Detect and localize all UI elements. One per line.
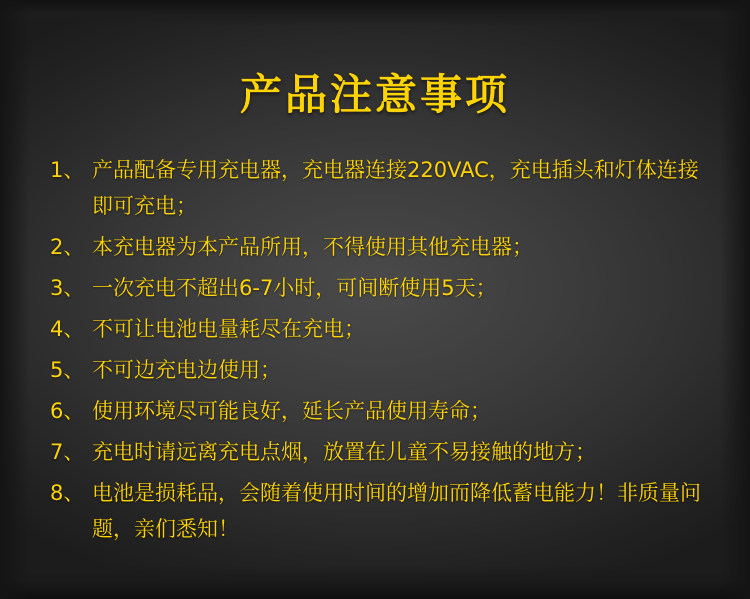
list-item [46, 434, 708, 470]
notice-list [34, 152, 716, 547]
list-item-number: 2、 [50, 235, 85, 259]
list-item-text: 本充电器为本产品所用，不得使用其他充电器； [92, 235, 533, 259]
list-item-number: 7、 [50, 440, 85, 464]
list-item-number: 4、 [50, 317, 85, 341]
list-item-text: 不可让电池电量耗尽在充电； [92, 317, 365, 341]
list-item-text: 电池是损耗品，会随着使用时间的增加而降低蓄电能力！非质量问题，亲们悉知！ [92, 481, 701, 541]
list-item-text: 产品配备专用充电器，充电器连接220VAC，充电插头和灯体连接即可充电； [92, 158, 699, 218]
list-item [46, 229, 708, 265]
list-item-number: 8、 [50, 481, 85, 505]
list-item-number: 5、 [50, 358, 85, 382]
list-item-text: 不可边充电边使用； [92, 358, 281, 382]
list-item-text: 一次充电不超出6-7小时，可间断使用5天； [92, 276, 497, 300]
page-title: 产品注意事项 [239, 70, 510, 119]
list-item-text: 使用环境尽可能良好，延长产品使用寿命； [92, 399, 491, 423]
list-item [46, 152, 708, 224]
bottom-vignette [0, 565, 750, 599]
list-item [46, 352, 708, 388]
list-item [46, 393, 708, 429]
list-item-number: 1、 [50, 158, 85, 182]
list-item [46, 475, 708, 547]
list-item-text: 充电时请远离充电点烟，放置在儿童不易接触的地方； [92, 440, 596, 464]
list-item-number: 3、 [50, 276, 85, 300]
list-item [46, 311, 708, 347]
list-item-number: 6、 [50, 399, 85, 423]
list-item [46, 270, 708, 306]
